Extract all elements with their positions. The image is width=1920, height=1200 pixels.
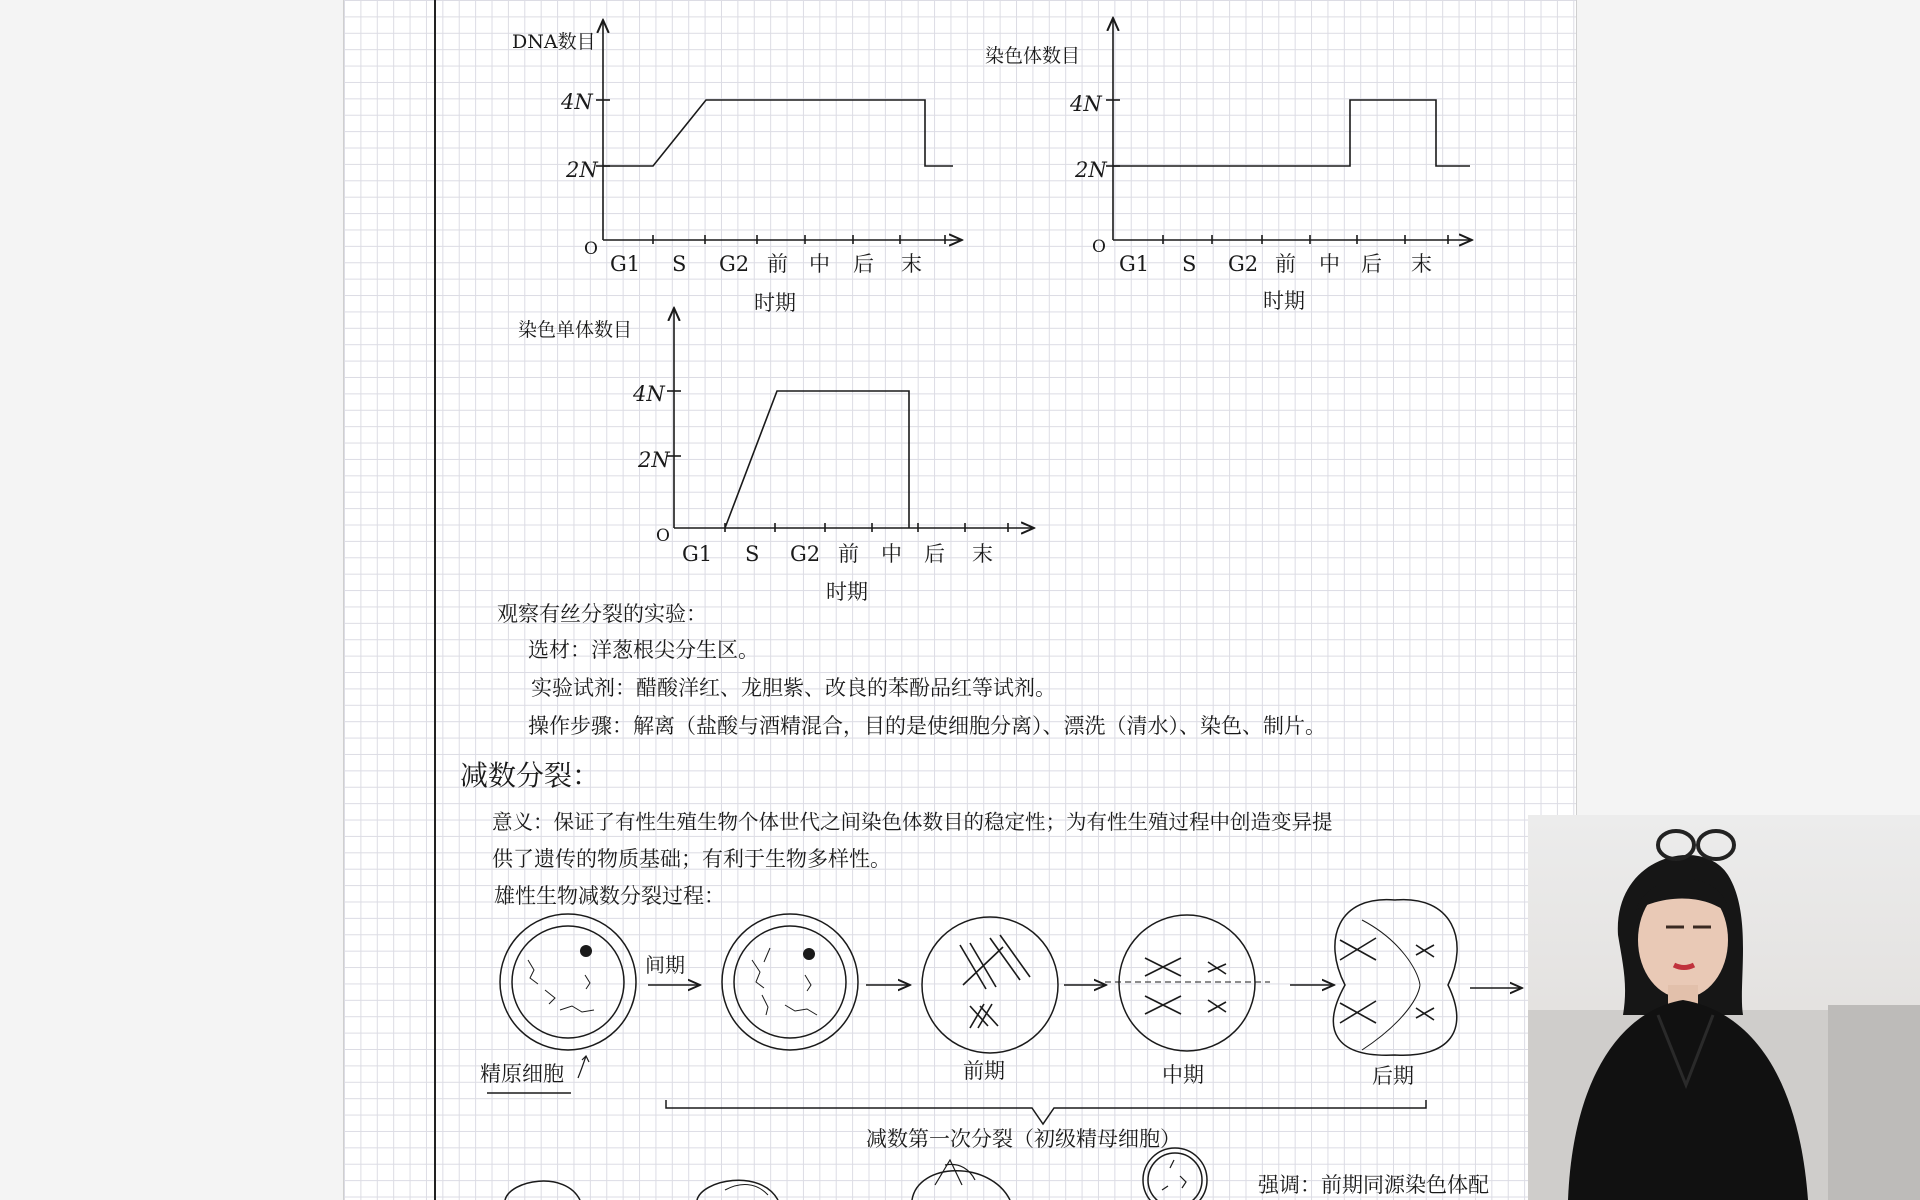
dna-graph-xtick: G1 — [610, 252, 641, 276]
dna-graph-xtick: 中 — [809, 252, 830, 276]
chromatid-graph — [667, 308, 1034, 532]
experiment-material: 选材：洋葱根尖分生区。 — [528, 638, 759, 662]
meiosis-one-brace — [666, 1100, 1426, 1124]
chromosome-graph-ytick-2n: 2N — [1075, 158, 1107, 182]
chromatid-graph-origin: O — [656, 526, 670, 546]
chromatid-graph-xtick: 前 — [838, 542, 859, 566]
meiosis-one-label: 减数第一次分裂（初级精母细胞） — [866, 1127, 1181, 1151]
chromosome-graph-xtick: 末 — [1411, 252, 1432, 276]
chromatid-graph-ytick-4n: 4N — [633, 382, 665, 406]
chromatid-graph-xlabel: 时期 — [826, 580, 868, 604]
chromosome-graph-xtick: 中 — [1319, 252, 1340, 276]
spermatogonium-cell — [500, 914, 636, 1050]
chromatid-curve — [725, 391, 909, 528]
interphase-cell — [722, 914, 858, 1050]
chromatid-graph-xtick: 末 — [972, 542, 993, 566]
anaphase-cell — [1333, 900, 1457, 1056]
presenter-webcam — [1528, 815, 1920, 1200]
spermatogonium-label: 精原细胞 — [480, 1062, 564, 1086]
chromosome-graph-xtick: 后 — [1361, 252, 1382, 276]
chromatid-graph-xtick: G1 — [682, 542, 713, 566]
meiosis-meaning-line2: 供了遗传的物质基础；有利于生物多样性。 — [492, 847, 891, 871]
dna-graph-xlabel: 时期 — [754, 291, 796, 315]
interphase-label: 间期 — [645, 953, 685, 977]
chromatid-graph-labels — [518, 319, 993, 604]
prophase-cell — [922, 917, 1058, 1053]
experiment-heading: 观察有丝分裂的实验： — [497, 602, 707, 626]
meiosis-diagram — [487, 900, 1522, 1200]
dna-graph-xtick: S — [672, 252, 687, 276]
chromatid-graph-xtick: 中 — [881, 542, 902, 566]
dna-graph-labels — [512, 31, 922, 315]
presenter-illustration — [1528, 815, 1920, 1200]
chromatid-graph-xtick: G2 — [790, 542, 821, 566]
metaphase-label: 中期 — [1162, 1063, 1204, 1087]
experiment-steps: 操作步骤：解离（盐酸与酒精混合，目的是使细胞分离）、漂洗（清水）、染色、制片。 — [528, 714, 1326, 738]
chromosome-graph-origin: O — [1092, 237, 1106, 257]
chromosome-graph-ytick-4n: 4N — [1070, 92, 1102, 116]
dna-graph-ytick-2n: 2N — [566, 158, 598, 182]
dna-graph-ytick-4n: 4N — [561, 90, 593, 114]
dna-curve — [603, 100, 953, 166]
chromosome-graph-xtick: S — [1182, 252, 1197, 276]
chromatid-graph-ylabel: 染色单体数目 — [518, 319, 633, 341]
emphasis-note: 强调：前期同源染色体配 — [1258, 1173, 1489, 1197]
chromosome-curve — [1113, 100, 1470, 166]
meiosis-title: 减数分裂： — [460, 759, 601, 792]
meiosis-diagram-labels — [480, 953, 1489, 1197]
metaphase-cell — [1105, 915, 1270, 1051]
anaphase-label: 后期 — [1372, 1064, 1414, 1088]
chromosome-graph-ylabel: 染色体数目 — [985, 45, 1081, 67]
dna-graph — [596, 20, 962, 244]
dna-graph-xtick: G2 — [719, 252, 750, 276]
chromosome-graph-xlabel: 时期 — [1263, 289, 1305, 313]
dna-graph-origin: O — [584, 239, 598, 259]
dna-graph-xtick: 后 — [853, 252, 874, 276]
dna-graph-ylabel: DNA数目 — [512, 31, 596, 53]
chromosome-graph — [1106, 18, 1472, 244]
prophase-label: 前期 — [963, 1059, 1005, 1083]
meiosis-two-cells — [505, 1148, 1207, 1200]
chromatid-graph-ytick-2n: 2N — [638, 448, 670, 472]
chromosome-graph-xtick: G2 — [1228, 252, 1259, 276]
chromosome-graph-xtick: G1 — [1119, 252, 1150, 276]
chromosome-graph-labels — [985, 45, 1432, 313]
chromosome-graph-xtick: 前 — [1275, 252, 1296, 276]
meiosis-meaning-line1: 意义：保证了有性生殖生物个体世代之间染色体数目的稳定性；为有性生殖过程中创造变异提 — [492, 810, 1333, 834]
chromatid-graph-xtick: 后 — [924, 542, 945, 566]
experiment-reagents: 实验试剂：醋酸洋红、龙胆紫、改良的苯酚品红等试剂。 — [531, 676, 1056, 700]
chromatid-graph-xtick: S — [745, 542, 760, 566]
meiosis-process-heading: 雄性生物减数分裂过程： — [494, 884, 725, 908]
dna-graph-xtick: 前 — [767, 252, 788, 276]
dna-graph-xtick: 末 — [901, 252, 922, 276]
